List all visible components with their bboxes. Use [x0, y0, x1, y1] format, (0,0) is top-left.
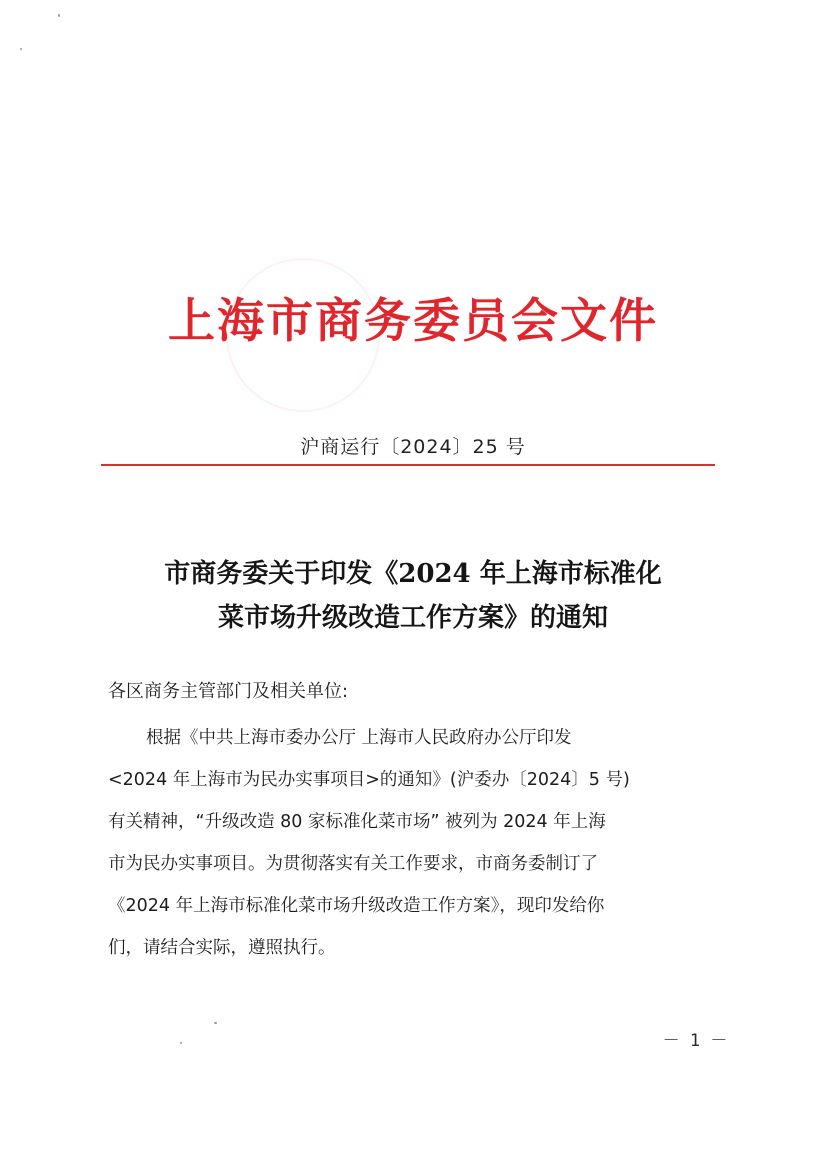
document-masthead: 上海市商务委员会文件 [168, 294, 658, 349]
notice-title-line: 菜市场升级改造工作方案》的通知 [217, 603, 608, 633]
salutation: 各区商务主管部门及相关单位: [108, 681, 349, 702]
notice-body [108, 717, 720, 969]
body-line: <2024 年上海市为民办实事项目>的通知》(沪委办〔2024〕5 号) [108, 770, 630, 790]
body-line: 根据《中共上海市委办公厅 上海市人民政府办公厅印发 [146, 728, 572, 748]
body-line: 市为民办实事项目。为贯彻落实有关工作要求，市商务委制订了 [108, 854, 598, 874]
page-number: － 1 － [662, 1031, 728, 1051]
scan-speck [214, 1022, 217, 1024]
scan-speck [58, 14, 60, 17]
notice-title [100, 552, 726, 640]
document-number: 沪商运行〔2024〕25 号 [300, 436, 526, 458]
notice-title-line: 市商务委关于印发《2024 年上海市标准化 [164, 559, 662, 589]
body-line: 有关精神，“升级改造 80 家标准化菜市场” 被列为 2024 年上海 [108, 812, 606, 832]
body-line: 《2024 年上海市标准化菜市场升级改造工作方案》，现印发给你 [108, 896, 605, 916]
red-separator-line [101, 464, 715, 466]
scan-speck [20, 48, 22, 50]
body-line: 们，请结合实际，遵照执行。 [108, 938, 336, 958]
scan-speck [180, 1042, 182, 1044]
